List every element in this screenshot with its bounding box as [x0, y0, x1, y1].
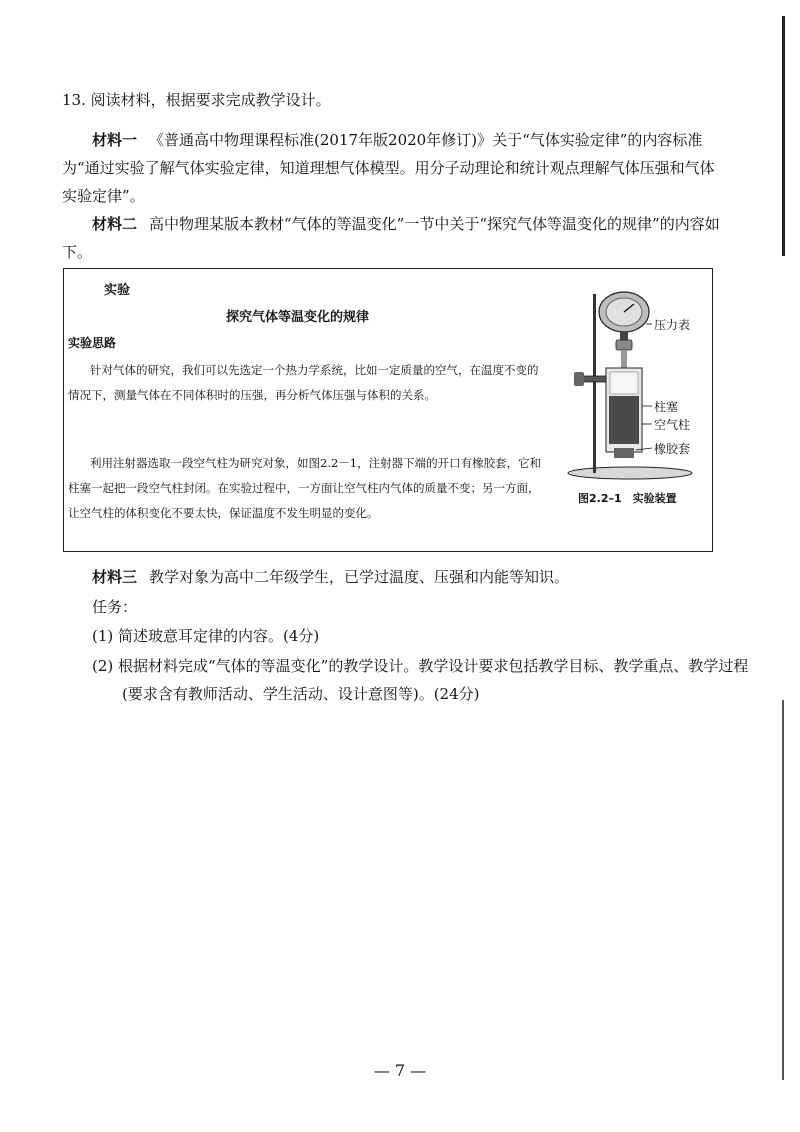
question-number: 13. — [62, 91, 86, 109]
experiment-idea-heading: 实验思路 — [68, 336, 117, 350]
base-plate — [568, 467, 692, 479]
label-pressure-gauge: 压力表 — [654, 318, 691, 332]
material-3-text: 教学对象为高中二年级学生，已学过温度、压强和内能等知识。 — [149, 568, 570, 586]
experiment-subtitle: 探究气体等温变化的规律 — [226, 310, 370, 325]
rubber-cap-shape — [614, 448, 634, 458]
plunger-body — [609, 396, 639, 444]
material-2 — [62, 210, 722, 266]
question-intro: 阅读材料，根据要求完成教学设计。 — [90, 91, 331, 109]
gauge-stem — [620, 332, 628, 340]
page-edge-line — [782, 16, 785, 256]
stand-rod — [593, 294, 596, 473]
task-item-2: (2) 根据材料完成“气体的等温变化”的教学设计。教学设计要求包括教学目标、教学重点、教学过程(要求含有教师活动、学生活动、设计意图等)。(24分) — [92, 657, 749, 703]
material-2-text: 高中物理某版本教材“气体的等温变化”一节中关于“探究气体等温变化的规律”的内容如下。 — [62, 215, 720, 261]
material-1-text: 《普通高中物理课程标准(2017年版2020年修订)》关于“气体实验定律”的内容标准为“通过实验了解气体实验定律，知道理想气体模型。用分子动理论和统计观点理解气体压强和气体实验定律”。 — [62, 131, 715, 205]
material-3-label: 材料三 — [92, 568, 138, 586]
experiment-title: 实验 — [104, 283, 131, 298]
experiment-paragraph-1: 针对气体的研究，我们可以先选定一个热力学系统，比如一定质量的空气，在温度不变的情况下，测量气体在不同体积时的压强，再分析气体压强与体积的关系。 — [68, 363, 539, 402]
air-column-region — [610, 372, 638, 394]
gauge-connector — [616, 340, 632, 350]
figure-caption: 图2.2–1 实验装置 — [578, 492, 677, 505]
page-number: — 7 — — [373, 1061, 427, 1080]
material-2-label: 材料二 — [92, 215, 138, 233]
task-item-1: (1) 简述玻意耳定律的内容。(4分) — [92, 627, 320, 645]
material-3 — [92, 566, 569, 587]
label-plunger: 柱塞 — [654, 400, 679, 414]
material-1 — [62, 126, 722, 210]
question-header — [62, 86, 722, 114]
experiment-paragraph-2: 利用注射器选取一段空气柱为研究对象，如图2.2－1，注射器下端的开口有橡胶套，它和柱塞一起把一段空气柱封闭。在实验过程中，一方面让空气柱内气体的质量不变；另一方面，让空气柱的体积变化不要太快，保证温度不发生明显的变化。 — [68, 456, 542, 520]
label-rubber-cap: 橡胶套 — [654, 442, 691, 456]
label-air-column: 空气柱 — [654, 418, 691, 432]
gauge-pipe — [621, 350, 627, 368]
material-1-label: 材料一 — [92, 131, 138, 149]
clamp-knob — [574, 372, 584, 386]
page-edge-line — [782, 700, 784, 1080]
task-heading: 任务： — [92, 598, 138, 616]
